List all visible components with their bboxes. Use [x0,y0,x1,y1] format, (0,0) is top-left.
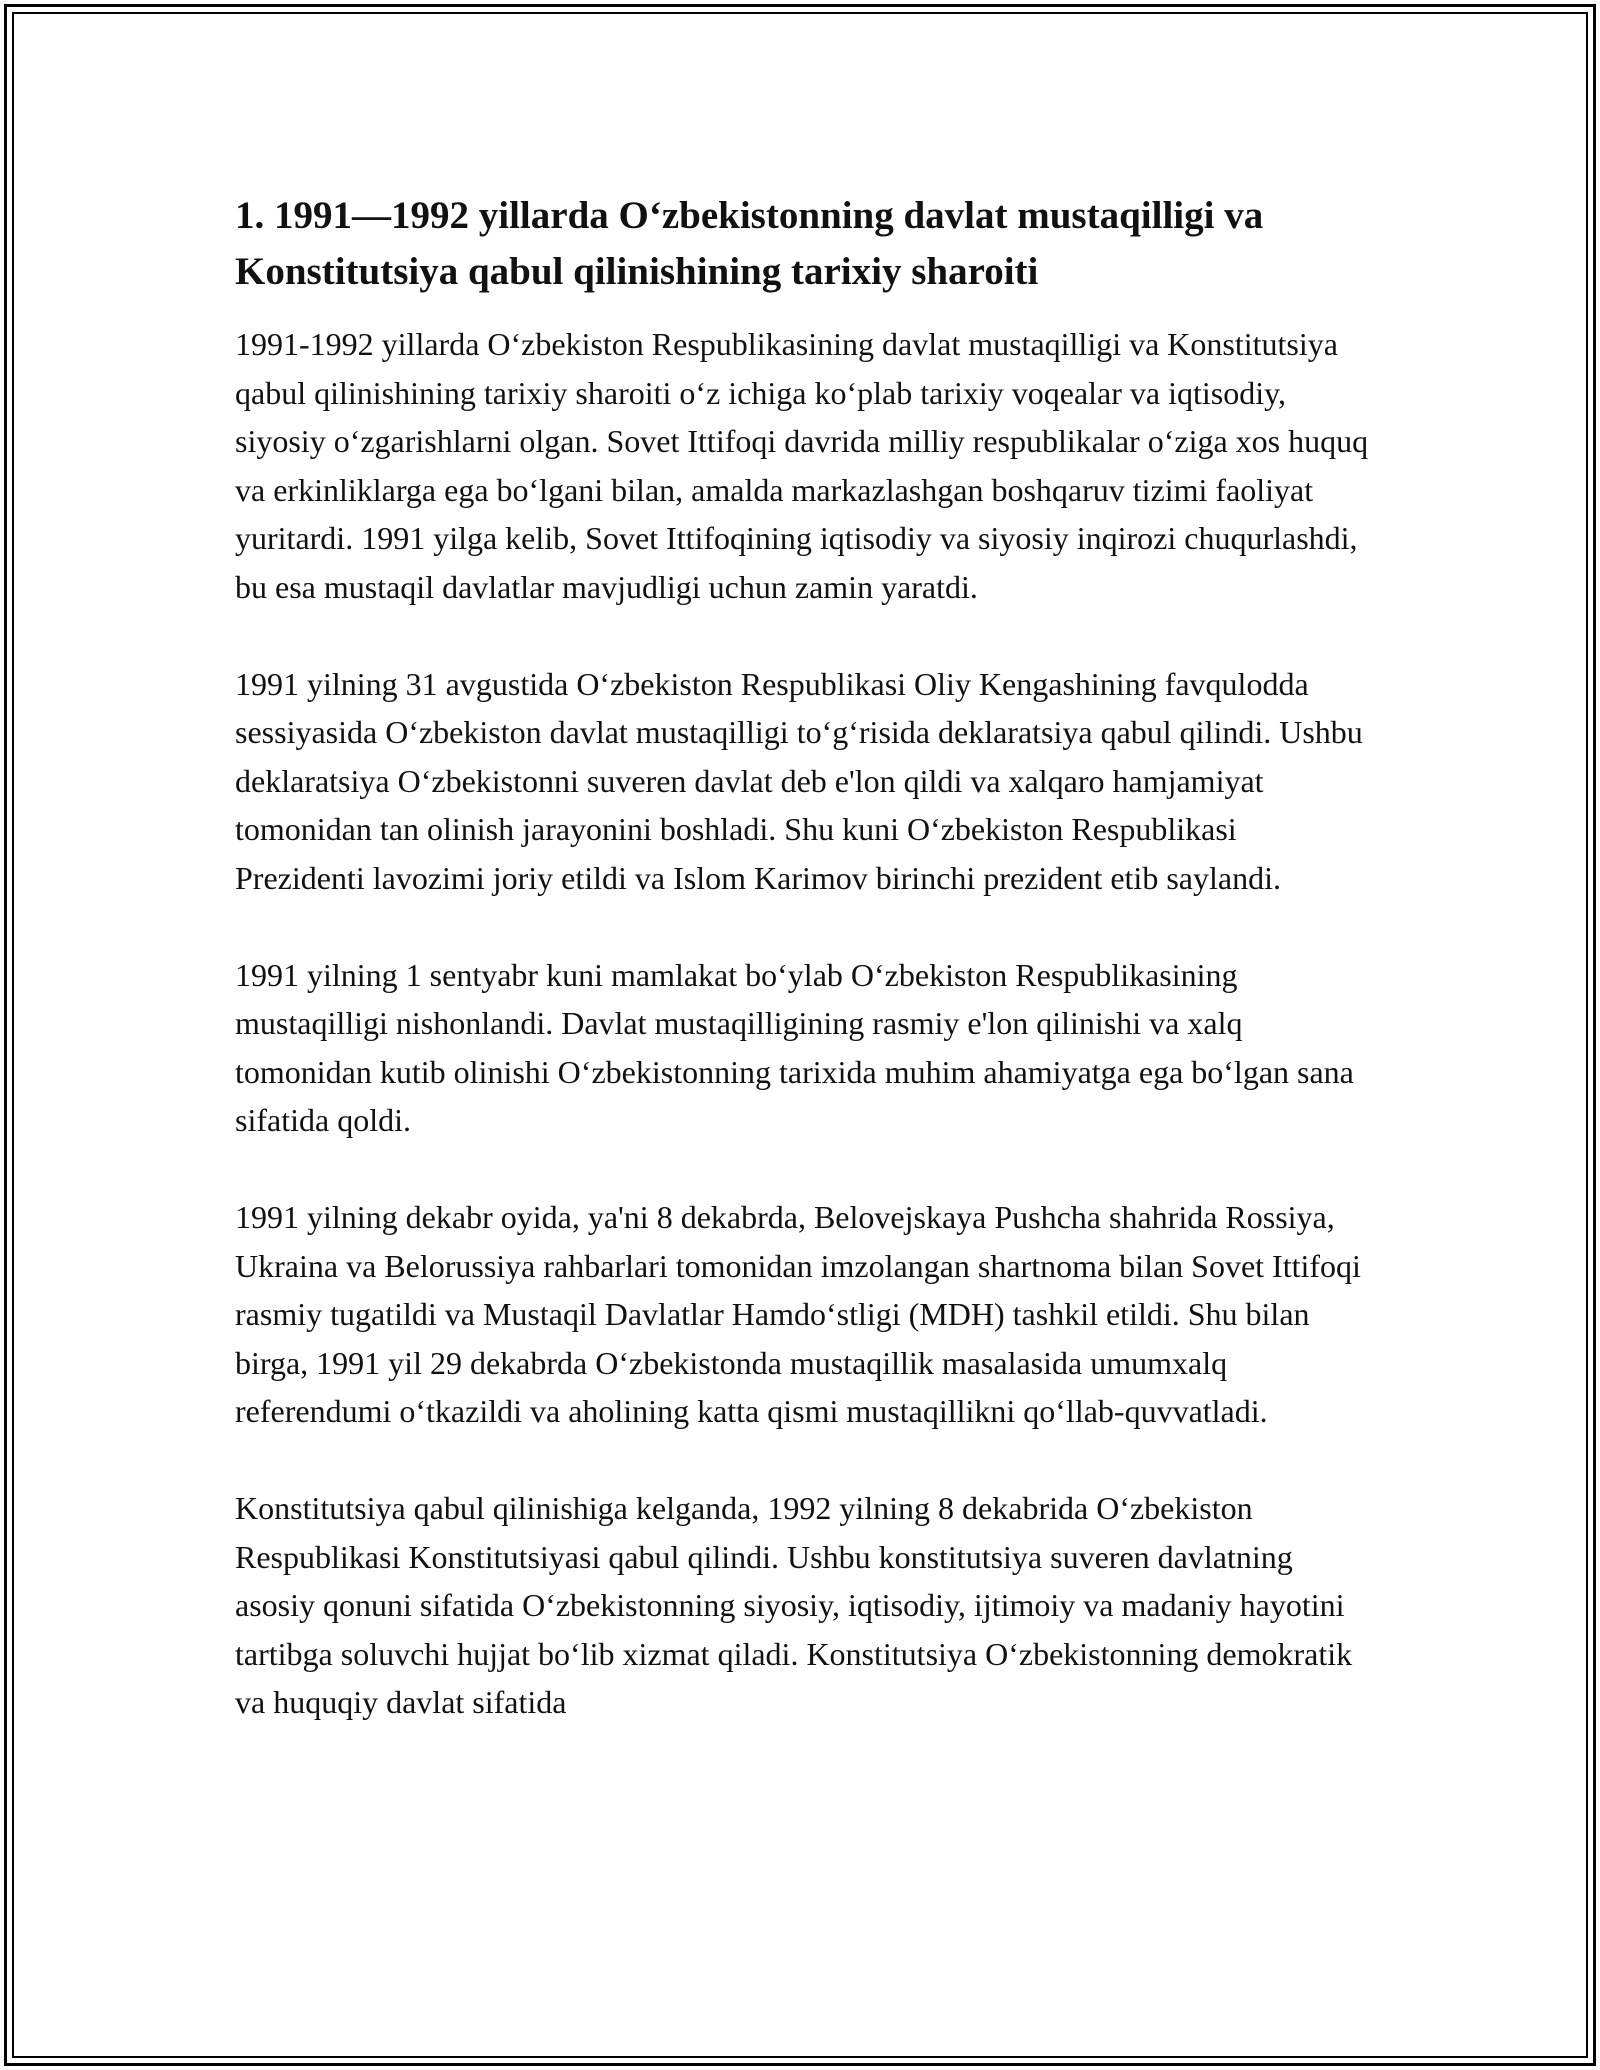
paragraph-5: Konstitutsiya qabul qilinishiga kelganda, 1992 yilning 8 dekabrida O‘zbekiston Respublikasi Konstitutsiyasi qabul qilindi. Ushbu konstitutsiya suveren davlatning asosiy qonuni sifatida O‘zbekistonning siyosiy, iqtisodiy, ijtimoiy va madaniy hayotini tartibga soluvchi hujjat bo‘lib xizmat qiladi. Konstitutsiya O‘zbekistonning demokratik va huquqiy davlat sifatida [235,1490,1353,1720]
paragraph-1: 1991-1992 yillarda O‘zbekiston Respublikasining davlat mustaqilligi va Konstitutsiya qabul qilinishining tarixiy sharoiti o‘z ichiga ko‘plab tarixiy voqealar va iqtisodiy, siyosiy o‘zgarishlarni olgan. Sovet Ittifoqi davrida milliy respublikalar o‘ziga xos huquq va erkinliklarga ega bo‘lgani bilan, amalda markazlashgan boshqaruv tizimi faoliyat yuritardi. 1991 yilga kelib, Sovet Ittifoqining iqtisodiy va siyosiy inqirozi chuqurlashdi, bu esa mustaqil davlatlar mavjudligi uchun zamin yaratdi. [235,326,1369,605]
document-body [235,188,1370,1775]
paragraph-2: 1991 yilning 31 avgustida O‘zbekiston Respublikasi Oliy Kengashining favqulodda sessiyasida O‘zbekiston davlat mustaqilligi to‘g‘risida deklaratsiya qabul qilindi. Ushbu deklaratsiya O‘zbekistonni suveren davlat deb e'lon qildi va xalqaro hamjamiyat tomonidan tan olinish jarayonini boshladi. Shu kuni O‘zbekiston Respublikasi Prezidenti lavozimi joriy etildi va Islom Karimov birinchi prezident etib saylandi. [235,665,1363,896]
section-title: 1. 1991—1992 yillarda O‘zbekistonning davlat mustaqilligi va Konstitutsiya qabul qilinishining tarixiy sharoiti [235,194,1264,293]
paragraph-3: 1991 yilning 1 sentyabr kuni mamlakat bo‘ylab O‘zbekiston Respublikasining mustaqilligi nishonlandi. Davlat mustaqilligining rasmiy e'lon qilinishi va xalq tomonidan kutib olinishi O‘zbekistonning tarixida muhim ahamiyatga ega bo‘lgan sana sifatida qoldi. [235,956,1354,1138]
paragraph-4: 1991 yilning dekabr oyida, ya'ni 8 dekabrda, Belovejskaya Pushcha shahrida Rossiya, Ukraina va Belorussiya rahbarlari tomonidan imzolangan shartnoma bilan Sovet Ittifoqi rasmiy tugatildi va Mustaqil Davlatlar Hamdo‘stligi (MDH) tashkil etildi. Shu bilan birga, 1991 yil 29 dekabrda O‘zbekistonda mustaqillik masalasida umumxalq referendumi o‘tkazildi va aholining katta qismi mustaqillikni qo‘llab-quvvatladi. [235,1199,1361,1429]
